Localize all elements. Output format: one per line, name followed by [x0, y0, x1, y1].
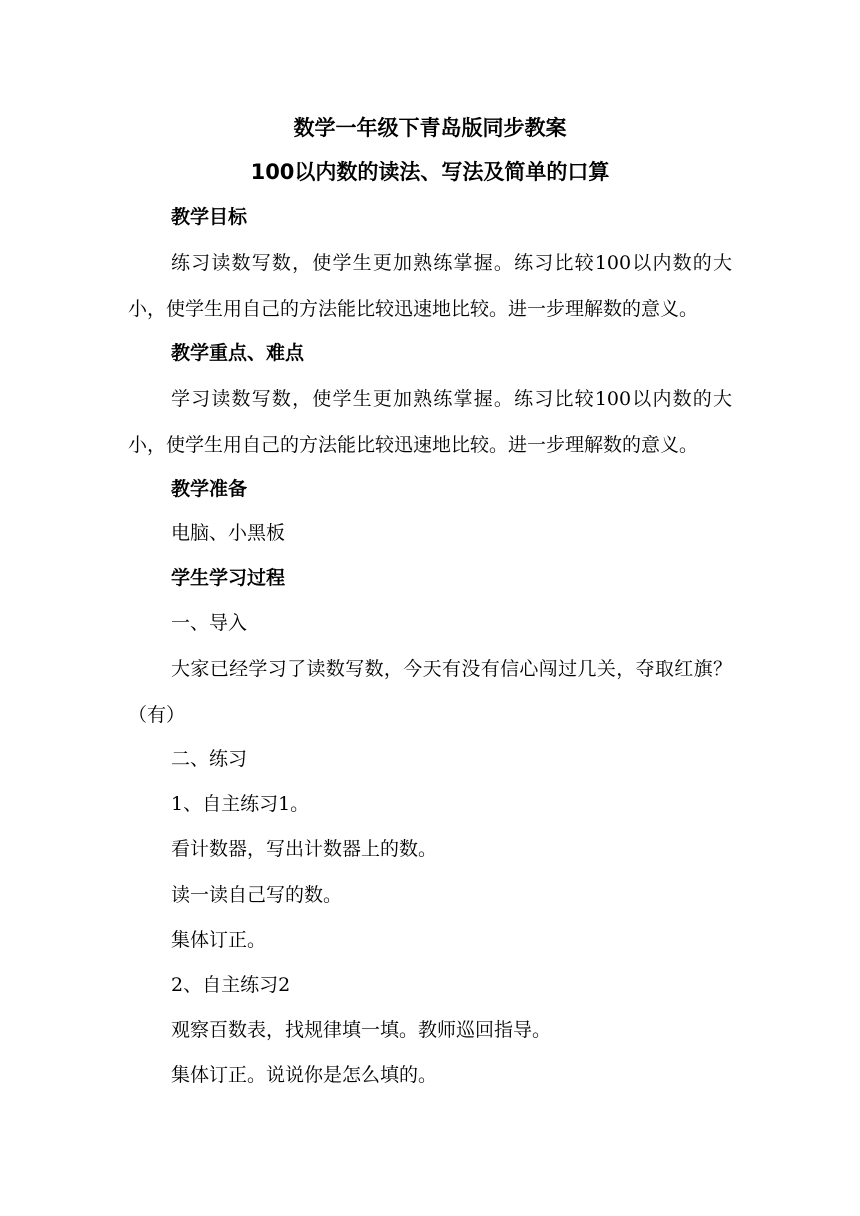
- practice-2: 2、自主练习2: [171, 974, 291, 996]
- process-heading: 学生学习过程: [171, 567, 286, 589]
- goals-heading: 教学目标: [171, 206, 248, 228]
- document-subtitle: 100以内数的读法、写法及简单的口算: [250, 160, 610, 184]
- practice-2-b: 集体订正。说说你是怎么填的。: [171, 1064, 438, 1086]
- practice-1: 1、自主练习1。: [171, 793, 310, 815]
- key-points-text: 学习读数写数，使学生更加熟练掌握。练习比较100以内数的大小，使学生用自己的方法能比较迅速地比较。进一步理解数的意义。: [128, 388, 732, 456]
- document-title: 数学一年级下青岛版同步教案: [293, 116, 567, 140]
- prep-text: 电脑、小黑板: [171, 522, 286, 544]
- key-points-heading: 教学重点、难点: [171, 342, 305, 364]
- practice-1-b: 读一读自己写的数。: [171, 884, 343, 906]
- prep-heading: 教学准备: [171, 478, 248, 500]
- practice-1-a: 看计数器，写出计数器上的数。: [171, 838, 438, 860]
- goals-text: 练习读数写数，使学生更加熟练掌握。练习比较100以内数的大小，使学生用自己的方法能比较迅速地比较。进一步理解数的意义。: [128, 252, 732, 320]
- practice-heading: 二、练习: [171, 748, 248, 770]
- practice-1-c: 集体订正。: [171, 929, 267, 951]
- practice-2-a: 观察百数表，找规律填一填。教师巡回指导。: [171, 1019, 552, 1041]
- intro-text: 大家已经学习了读数写数，今天有没有信心闯过几关，夺取红旗？（有）: [128, 658, 732, 726]
- intro-heading: 一、导入: [171, 612, 248, 634]
